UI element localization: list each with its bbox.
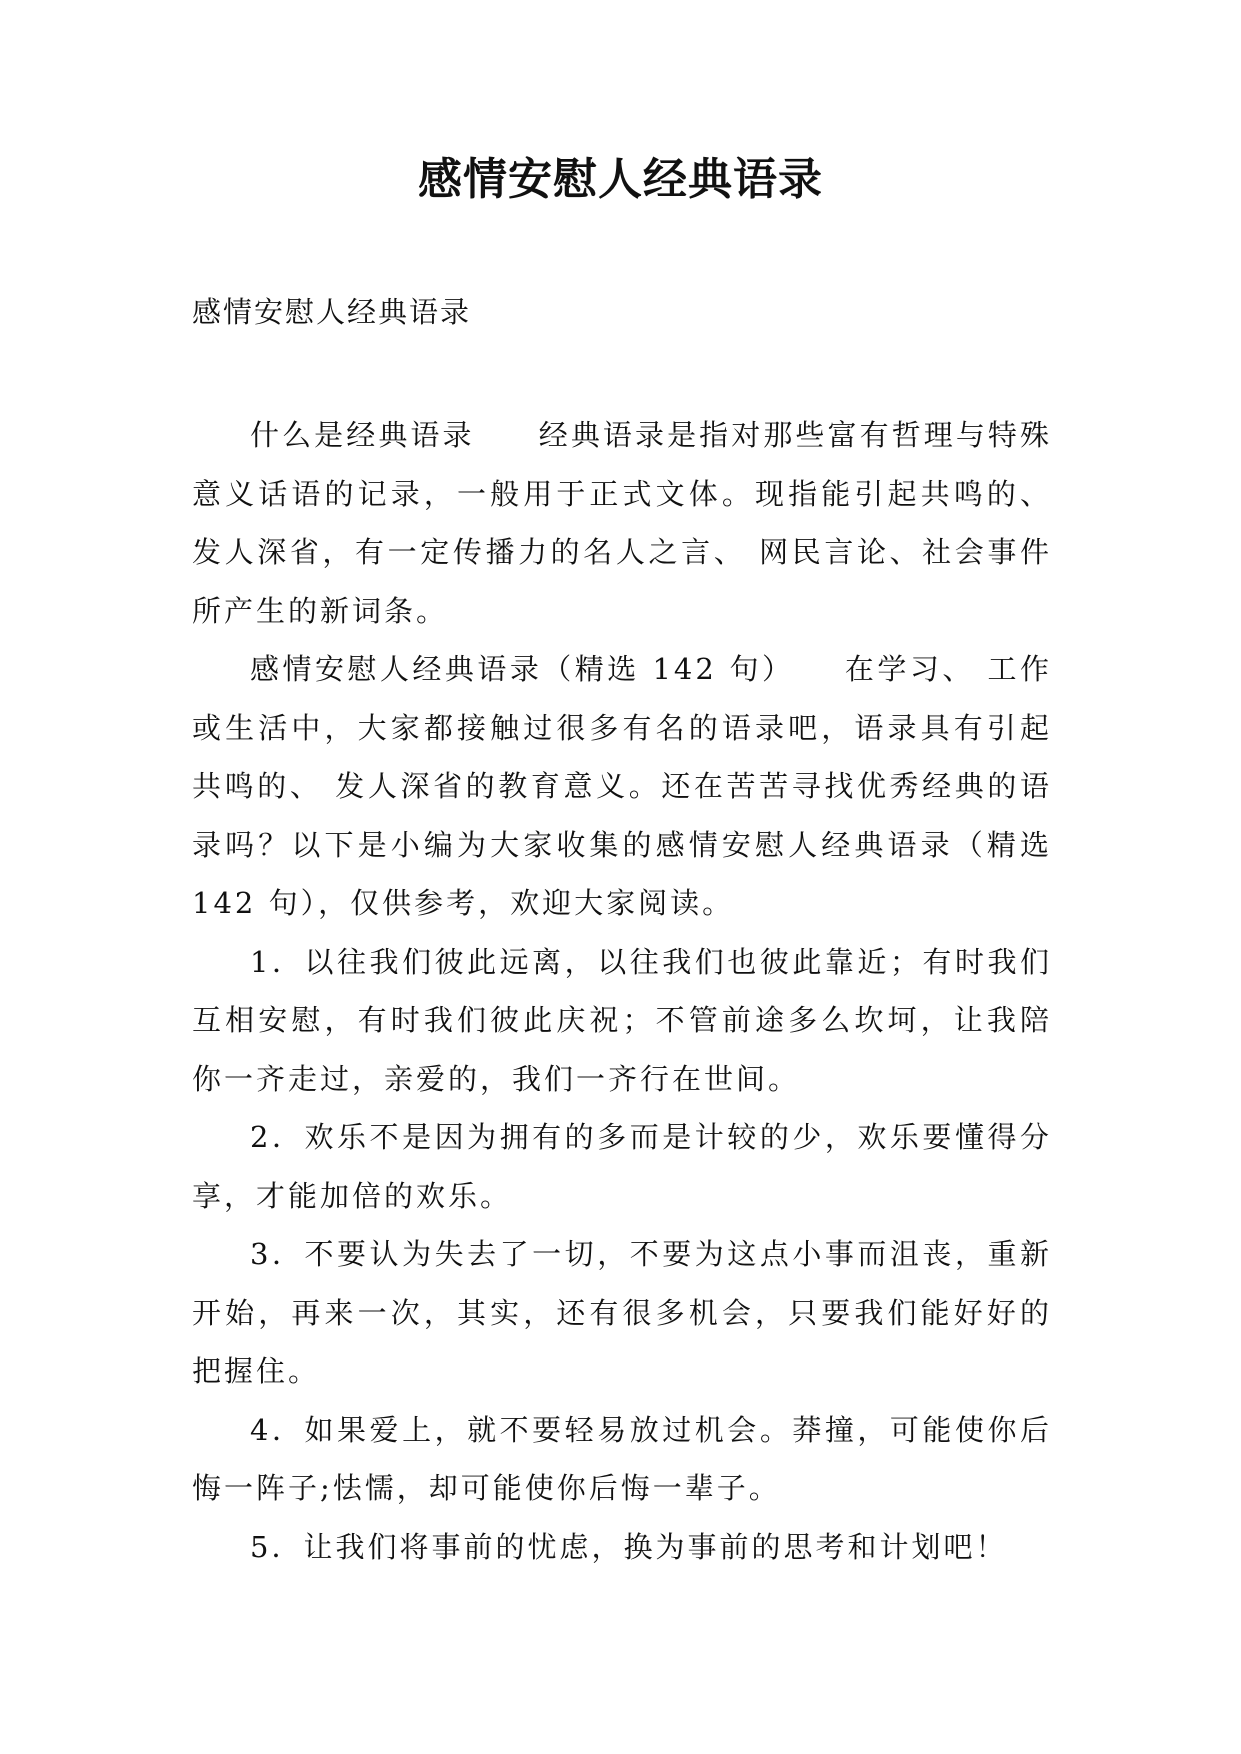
quote-item-3: 3．不要认为失去了一切，不要为这点小事而沮丧，重新开始，再来一次，其实，还有很多机会，只要我们能好好的把握住。 xyxy=(192,1237,1052,1388)
document-body xyxy=(192,406,1052,1576)
quote-item-1: 1．以往我们彼此远离，以往我们也彼此靠近；有时我们互相安慰，有时我们彼此庆祝；不管前途多么坎坷，让我陪你一齐走过，亲爱的，我们一齐行在世间。 xyxy=(192,944,1052,1096)
paragraph-collection-intro: 感情安慰人经典语录（精选 142 句） 在学习、 工作或生活中，大家都接触过很多有名的语录吧，语录具有引起共鸣的、 发人深省的教育意义。还在苦苦寻找优秀经典的语录吗？以下是小编为大家收集的感情安慰人经典语录（精选 142 句），仅供参考，欢迎大家阅读。 xyxy=(192,652,1052,920)
document-title: 感情安慰人经典语录 xyxy=(418,154,823,205)
document-subtitle: 感情安慰人经典语录 xyxy=(192,295,472,329)
quote-item-4: 4．如果爱上，就不要轻易放过机会。莽撞，可能使你后悔一阵子;怯懦，却可能使你后悔一辈子。 xyxy=(192,1412,1052,1505)
quote-item-5: 5．让我们将事前的忧虑，换为事前的思考和计划吧！ xyxy=(250,1529,1008,1564)
paragraph-intro: 什么是经典语录 经典语录是指对那些富有哲理与特殊意义话语的记录，一般用于正式文体。现指能引起共鸣的、 发人深省，有一定传播力的名人之言、 网民言论、社会事件所产生的新词条。 xyxy=(192,418,1052,628)
quote-item-2: 2．欢乐不是因为拥有的多而是计较的少，欢乐要懂得分享，才能加倍的欢乐。 xyxy=(192,1120,1052,1213)
